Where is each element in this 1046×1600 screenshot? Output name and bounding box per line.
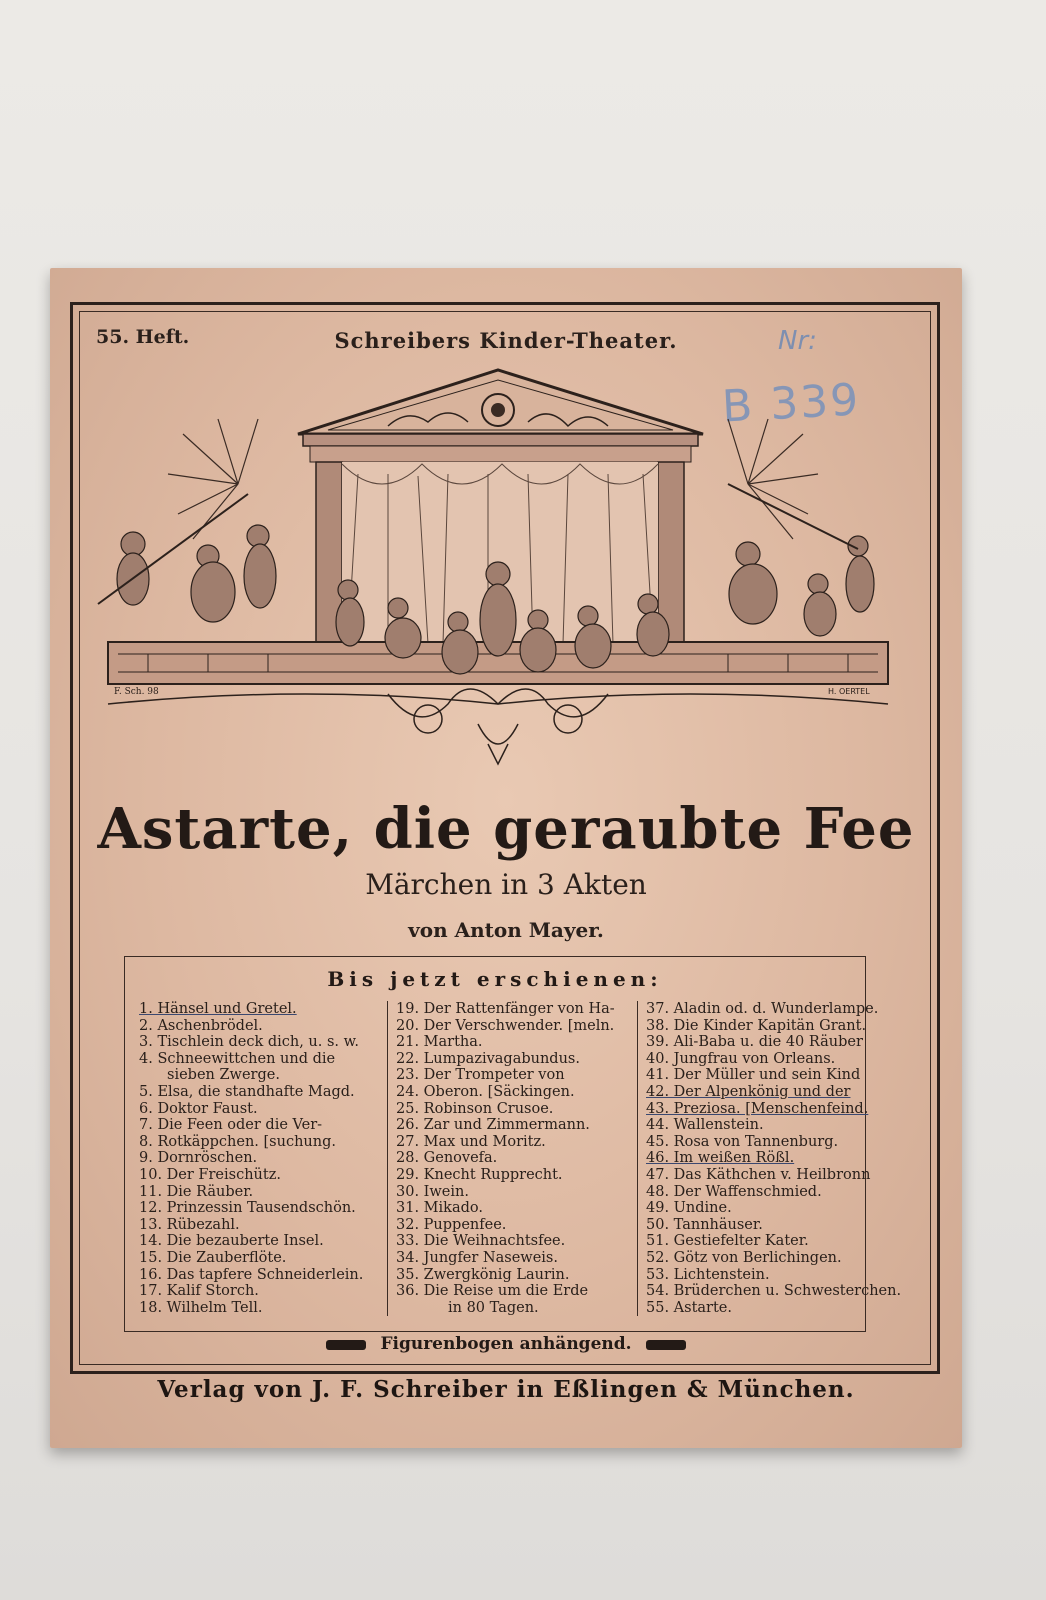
scroll-ornament xyxy=(108,689,888,764)
list-item: 53. Lichtenstein. xyxy=(646,1266,770,1283)
list-item: 38. Die Kinder Kapitän Grant. xyxy=(646,1017,867,1034)
list-item: 18. Wilhelm Tell. xyxy=(139,1299,263,1316)
list-item: 7. Die Feen oder die Ver- xyxy=(139,1117,323,1134)
list-item: 25. Robinson Crusoe. xyxy=(396,1100,554,1117)
list-item: 16. Das tapfere Schneiderlein. xyxy=(139,1266,364,1283)
list-item: 9. Dornröschen. xyxy=(139,1150,258,1167)
list-heading: Bis jetzt erschienen: xyxy=(327,967,663,991)
list-item: sieben Zwerge. xyxy=(167,1067,280,1084)
list-item: 6. Doktor Faust. xyxy=(139,1100,258,1117)
list-item: 39. Ali-Baba u. die 40 Räuber xyxy=(646,1034,863,1051)
list-item: 36. Die Reise um die Erde xyxy=(396,1283,589,1300)
issue-number: 55. Heft. xyxy=(96,326,190,348)
list-item: 34. Jungfer Naseweis. xyxy=(396,1249,558,1266)
list-item: 52. Götz von Berlichingen. xyxy=(646,1249,842,1266)
signature-right: H. OERTEL xyxy=(828,687,870,696)
list-item: 24. Oberon. [Säckingen. xyxy=(396,1083,575,1100)
titles-column-2 xyxy=(387,1001,634,1316)
list-item: in 80 Tagen. xyxy=(448,1299,539,1316)
list-item: 5. Elsa, die standhafte Magd. xyxy=(139,1083,355,1100)
list-item: 48. Der Waffenschmied. xyxy=(646,1183,822,1200)
list-item: 55. Astarte. xyxy=(646,1299,733,1316)
booklet-cover xyxy=(50,268,962,1448)
list-item: 35. Zwergkönig Laurin. xyxy=(396,1266,570,1283)
list-item: 14. Die bezauberte Insel. xyxy=(139,1233,324,1250)
list-item: 49. Undine. xyxy=(646,1200,732,1217)
rays-left-icon xyxy=(168,419,258,539)
list-item: 20. Der Verschwender. [meln. xyxy=(396,1017,615,1034)
series-title: Schreibers Kinder-Theater. xyxy=(334,328,678,353)
pointing-hand-right-icon xyxy=(646,1340,686,1350)
play-subtitle: Märchen in 3 Akten xyxy=(365,868,647,901)
list-item: 54. Brüderchen u. Schwesterchen. xyxy=(646,1283,902,1300)
figuren-text: Figurenbogen anhängend. xyxy=(380,1334,632,1354)
list-item: 47. Das Käthchen v. Heilbronn xyxy=(646,1166,871,1183)
list-item: 13. Rübezahl. xyxy=(139,1216,240,1233)
list-item: 22. Lumpazivagabundus. xyxy=(396,1050,580,1067)
list-item: 11. Die Räuber. xyxy=(139,1183,254,1200)
titles-list-box xyxy=(124,956,902,1332)
pointing-hand-left-icon xyxy=(326,1340,366,1350)
figuren-note xyxy=(50,1334,962,1354)
pediment xyxy=(298,370,703,434)
list-item: 50. Tannhäuser. xyxy=(646,1216,763,1233)
publisher-line: Verlag von J. F. Schreiber in Eßlingen & München. xyxy=(157,1376,855,1403)
list-item: 29. Knecht Rupprecht. xyxy=(396,1166,563,1183)
play-title: Astarte, die geraubte Fee xyxy=(97,796,915,862)
list-item: 51. Gestiefelter Kater. xyxy=(646,1233,809,1250)
list-item: 26. Zar und Zimmermann. xyxy=(396,1117,590,1134)
titles-column-3 xyxy=(637,1001,902,1316)
list-item: 43. Preziosa. [Menschenfeind. xyxy=(646,1100,869,1117)
list-item: 3. Tischlein deck dich, u. s. w. xyxy=(139,1034,359,1051)
list-item: 46. Im weißen Rößl. xyxy=(646,1150,795,1167)
list-item: 28. Genovefa. xyxy=(396,1150,498,1167)
list-item: 17. Kalif Storch. xyxy=(139,1283,259,1300)
play-author: von Anton Mayer. xyxy=(408,918,604,942)
list-item: 23. Der Trompeter von xyxy=(396,1067,565,1084)
list-item: 1. Hänsel und Gretel. xyxy=(139,1001,297,1017)
list-item: 21. Martha. xyxy=(396,1034,483,1051)
theater-stage-illustration xyxy=(88,364,908,784)
handwritten-catalog-number: B 339 xyxy=(720,374,862,433)
handwritten-nr: Nr: xyxy=(778,326,817,356)
list-item: 42. Der Alpenkönig und der xyxy=(646,1083,851,1100)
list-item: 19. Der Rattenfänger von Ha- xyxy=(396,1001,615,1017)
list-item: 44. Wallenstein. xyxy=(646,1117,764,1134)
list-item: 40. Jungfrau von Orleans. xyxy=(646,1050,836,1067)
titles-column-1 xyxy=(139,1001,375,1316)
list-item: 45. Rosa von Tannenburg. xyxy=(646,1133,839,1150)
list-item: 10. Der Freischütz. xyxy=(139,1166,281,1183)
list-item: 30. Iwein. xyxy=(396,1183,469,1200)
list-item: 33. Die Weihnachtsfee. xyxy=(396,1233,566,1250)
rays-right-icon xyxy=(728,419,818,539)
list-item: 2. Aschenbrödel. xyxy=(139,1017,263,1034)
list-item: 8. Rotkäppchen. [suchung. xyxy=(139,1133,336,1150)
list-item: 4. Schneewittchen und die xyxy=(139,1050,336,1067)
list-item: 32. Puppenfee. xyxy=(396,1216,507,1233)
list-item: 37. Aladin od. d. Wunderlampe. xyxy=(646,1001,879,1017)
list-item: 27. Max und Moritz. xyxy=(396,1133,546,1150)
list-item: 12. Prinzessin Tausendschön. xyxy=(139,1200,356,1217)
list-item: 41. Der Müller und sein Kind xyxy=(646,1067,861,1084)
list-item: 15. Die Zauberflöte. xyxy=(139,1249,287,1266)
list-item: 31. Mikado. xyxy=(396,1200,483,1217)
signature-left: F. Sch. 98 xyxy=(114,687,159,697)
